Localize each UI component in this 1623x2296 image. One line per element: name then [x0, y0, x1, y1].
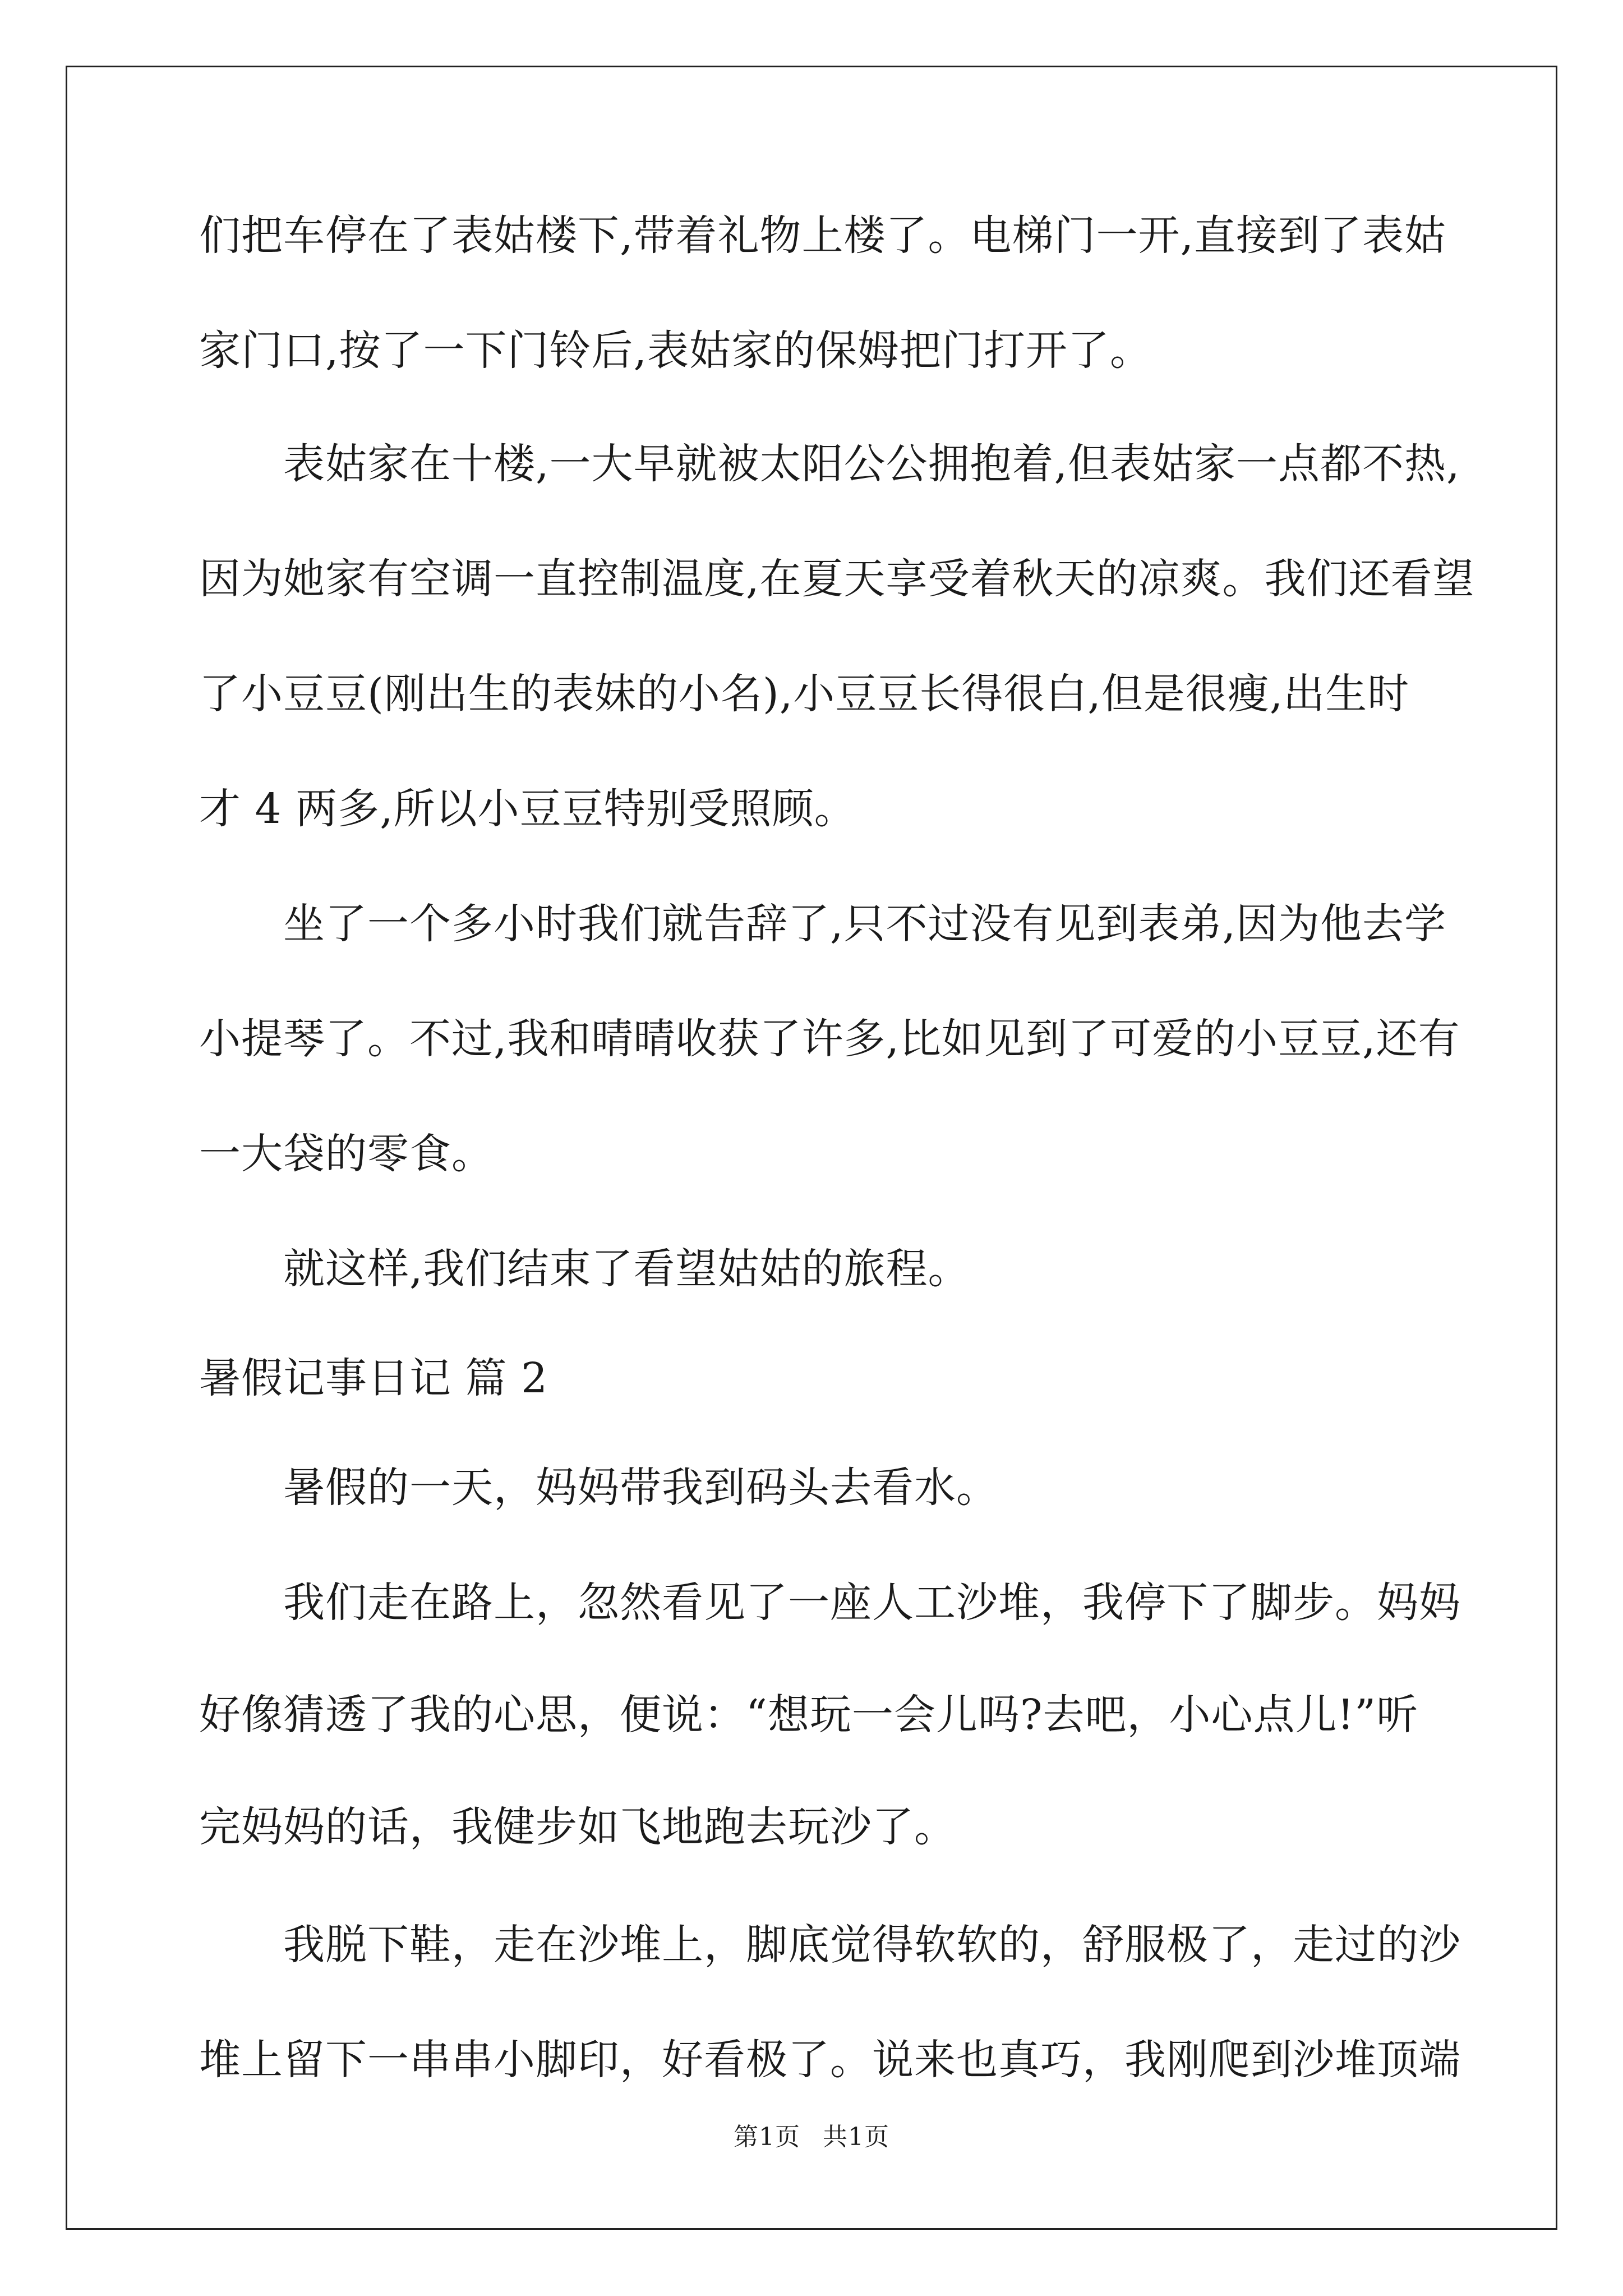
page-footer: [0, 2120, 1623, 2154]
text-line: 因为她家有空调一直控制温度,在夏天享受着秋天的凉爽。我们还看望: [199, 555, 1475, 603]
text-line: 家门口,按了一下门铃后,表姑家的保姆把门打开了。: [199, 326, 1152, 375]
paragraph-start: 就这样,我们结束了看望姑姑的旅程。: [283, 1245, 970, 1293]
paragraph-start: 坐了一个多小时我们就告辞了,只不过没有见到表弟,因为他去学: [283, 900, 1447, 948]
text-line: 们把车停在了表姑楼下,带着礼物上楼了。电梯门一开,直接到了表姑: [199, 211, 1447, 260]
text-line: 一大袋的零食。: [199, 1130, 494, 1178]
paragraph-start: 我脱下鞋，走在沙堆上，脚底觉得软软的，舒服极了，走过的沙: [283, 1921, 1461, 1969]
text-line: 好像猜透了我的心思，便说：“想玩一会儿吗?去吧，小心点儿!”听: [199, 1691, 1419, 1739]
text-line: 完妈妈的话，我健步如飞地跑去玩沙了。: [199, 1803, 956, 1851]
paragraph-start: 表姑家在十楼,一大早就被太阳公公拥抱着,但表姑家一点都不热,: [283, 440, 1460, 488]
section-heading: 暑假记事日记 篇 2: [199, 1354, 548, 1402]
page-total: 共1页: [823, 2123, 889, 2151]
text-line: 了小豆豆(刚出生的表妹的小名),小豆豆长得很白,但是很瘦,出生时: [199, 670, 1410, 718]
text-line: 小提琴了。不过,我和晴晴收获了许多,比如见到了可爱的小豆豆,还有: [199, 1015, 1460, 1063]
text-line: 堆上留下一串串小脚印，好看极了。说来也真巧，我刚爬到沙堆顶端: [199, 2036, 1461, 2084]
paragraph-start: 我们走在路上，忽然看见了一座人工沙堆，我停下了脚步。妈妈: [283, 1579, 1461, 1627]
text-line: 才 4 两多,所以小豆豆特别受照顾。: [199, 785, 856, 833]
page-number: 第1页: [734, 2123, 800, 2151]
paragraph-start: 暑假的一天，妈妈带我到码头去看水。: [283, 1464, 998, 1512]
